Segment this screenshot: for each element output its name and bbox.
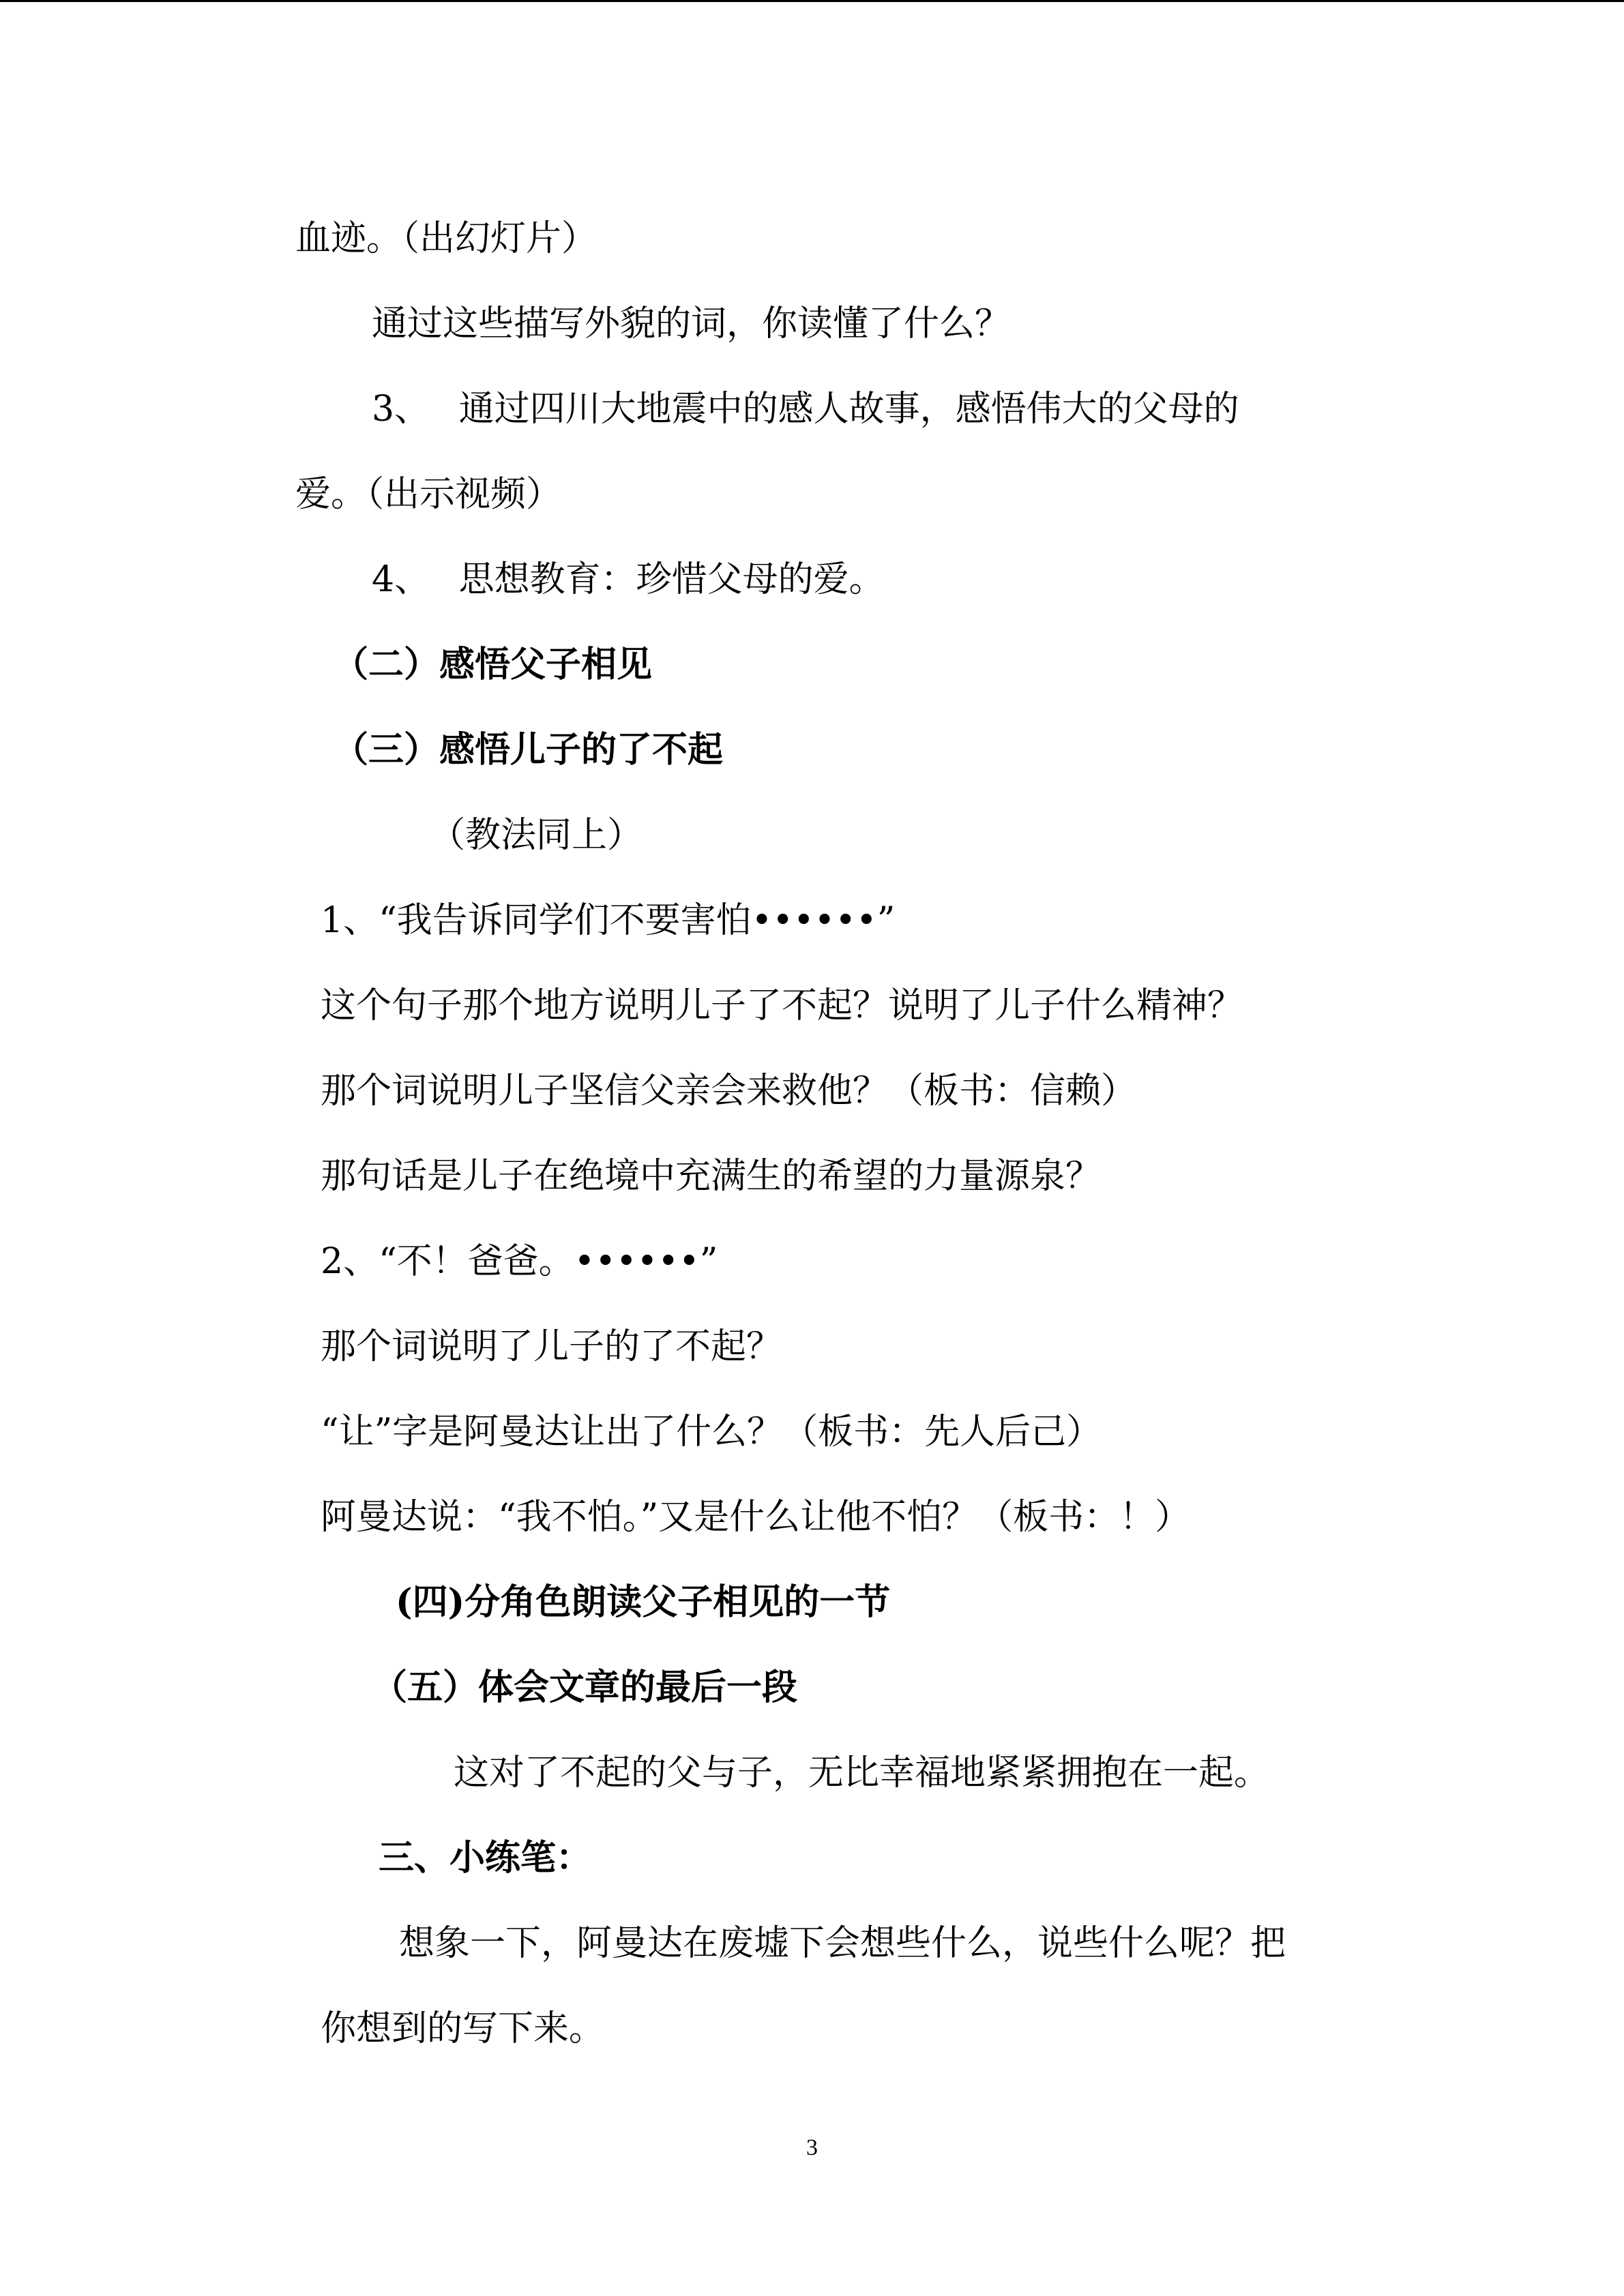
- text-line-2: 通过这些描写外貌的词，你读懂了什么？: [372, 303, 1011, 344]
- text-line-14: 那个词说明了儿子的了不起？: [321, 1326, 782, 1367]
- text-line-21: 想象一下，阿曼达在废墟下会想些什么，说些什么呢？把: [399, 1923, 1286, 1964]
- text-line-4: 爱。（出示视频）: [295, 474, 562, 515]
- text-line-9: 1、“我告诉同学们不要害怕••••••”: [321, 900, 896, 941]
- section-heading-4: (四)分角色朗读父子相见的一节: [396, 1581, 891, 1623]
- section-heading-5: （五）体会文章的最后一段: [372, 1667, 798, 1708]
- section-heading-2: （二）感悟父子相见: [333, 644, 653, 685]
- text-line-1: 血迹。（出幻灯片）: [295, 218, 597, 259]
- text-line-5: 4、 思想教育：珍惜父母的爱。: [372, 559, 885, 600]
- text-line-8: （教法同上）: [430, 815, 643, 856]
- text-line-16: 阿曼达说：“我不怕。”又是什么让他不怕？（板书：！）: [321, 1497, 1191, 1538]
- text-line-11: 那个词说明儿子坚信父亲会来救他？（板书：信赖）: [321, 1071, 1137, 1112]
- text-line-13: 2、“不！爸爸。••••••”: [321, 1241, 718, 1282]
- text-line-22: 你想到的写下来。: [321, 2008, 605, 2049]
- text-line-10: 这个句子那个地方说明儿子了不起？说明了儿子什么精神？: [321, 985, 1243, 1026]
- text-line-3: 3、 通过四川大地震中的感人故事，感悟伟大的父母的: [372, 389, 1239, 430]
- section-heading-3: （三）感悟儿子的了不起: [333, 729, 724, 771]
- page-top-border: [0, 0, 1624, 2]
- text-line-12: 那句话是儿子在绝境中充满生的希望的力量源泉？: [321, 1156, 1102, 1197]
- page-number: 3: [806, 2135, 818, 2160]
- text-line-15: “让”字是阿曼达让出了什么？（板书：先人后己）: [321, 1412, 1102, 1452]
- text-line-19: 这对了不起的父与子，无比幸福地紧紧拥抱在一起。: [454, 1753, 1270, 1793]
- section-heading-practice: 三、小练笔：: [379, 1837, 592, 1879]
